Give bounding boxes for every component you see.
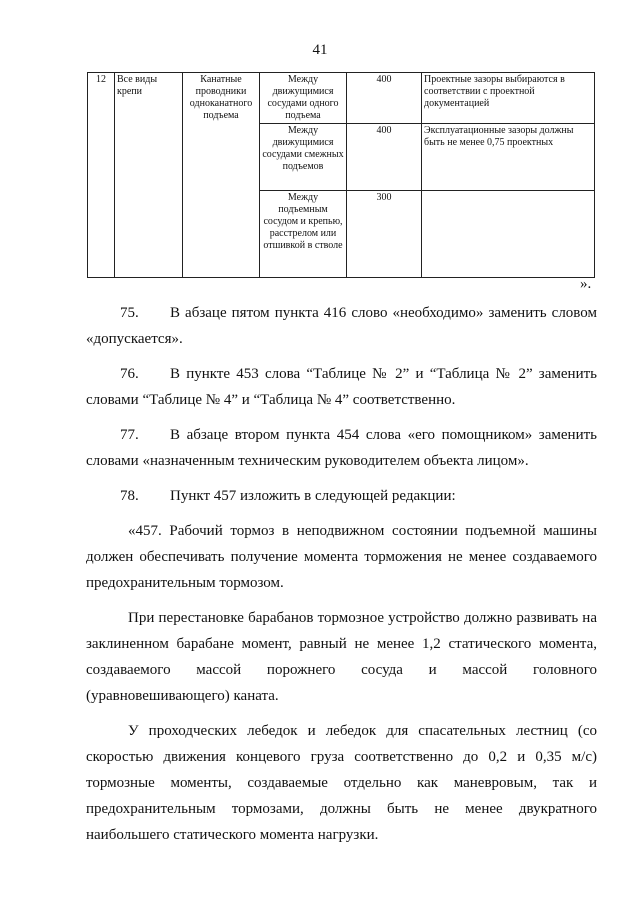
row-number-cell: 12 (88, 73, 115, 278)
page-number: 41 (312, 42, 328, 58)
table-closing-quote: ». (580, 276, 592, 292)
quoted-paragraph-winches: У проходческих лебедок и лебедок для спасательных лестниц (со скоростью движения концевого груза соответственно до 0,2 и 0,35 м/с) тормозные моменты, создаваемые отдельно как маневровым, так и предохранительным тормозами, должны быть не менее двукратного наибольшего статического момента нагрузки. (86, 723, 597, 843)
note-cell (422, 191, 595, 278)
paragraph-number: 75. (120, 305, 139, 321)
quoted-paragraph-457: «457. Рабочий тормоз в неподвижном состоянии подъемной машины должен обеспечивать получение момента торможения не менее создаваемого предохранительным тормозом. (86, 523, 597, 591)
note-cell: Проектные зазоры выбираются в соответствии с проектной документацией (422, 73, 595, 124)
conductors-cell: Канатные проводники одноканатного подъема (183, 73, 260, 278)
note-cell: Эксплуатационные зазоры должны быть не менее 0,75 проектных (422, 124, 595, 191)
between-cell: Между движущимися сосудами смежных подъемов (260, 124, 347, 191)
requirements-table (87, 72, 595, 278)
paragraph-text: В пункте 453 слова “Таблице № 2” и “Таблица № 2” заменить словами “Таблице № 4” и “Таблица № 4” соответственно. (86, 366, 597, 408)
paragraph-75 (86, 300, 597, 352)
paragraph-number: 78. (120, 488, 139, 504)
paragraph-number: 77. (120, 427, 139, 443)
paragraph-text: Пункт 457 изложить в следующей редакции: (170, 488, 456, 504)
paragraph-78 (86, 483, 597, 509)
paragraph-text: В абзаце пятом пункта 416 слово «необходимо» заменить словом «допускается». (86, 305, 597, 347)
clearance-value-cell: 400 (347, 124, 422, 191)
clearance-value-cell: 400 (347, 73, 422, 124)
paragraph-76 (86, 361, 597, 413)
paragraph-number: 76. (120, 366, 139, 382)
table-row (88, 73, 595, 124)
lining-type-cell: Все виды крепи (115, 73, 183, 278)
between-cell: Между подъемным сосудом и крепью, расстрелом или отшивкой в стволе (260, 191, 347, 278)
paragraph-77 (86, 422, 597, 474)
between-cell: Между движущимися сосудами одного подъема (260, 73, 347, 124)
clearance-value-cell: 300 (347, 191, 422, 278)
document-body (86, 300, 597, 857)
paragraph-text: В абзаце втором пункта 454 слова «его помощником» заменить словами «назначенным техническим руководителем объекта лицом». (86, 427, 597, 469)
quoted-paragraph-drums: При перестановке барабанов тормозное устройство должно развивать на заклиненном барабане момент, равный не менее 1,2 статического момента, создаваемого массой порожнего сосуда и массой головного (уравновешивающего) каната. (86, 610, 597, 704)
